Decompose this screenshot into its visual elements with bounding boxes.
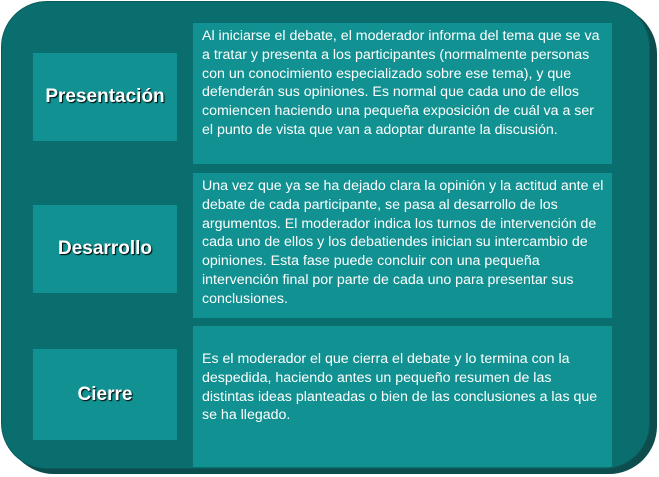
diagram-panel	[1, 1, 650, 469]
stage-label-presentacion: Presentación	[33, 53, 177, 141]
stage-description-cierre	[193, 326, 612, 467]
stage-description-presentacion: Al iniciarse el debate, el moderador informa del tema que se va a tratar y presenta a los participantes (normalmente personas con un conocimiento especializado sobre ese tema), y que defenderán sus opiniones. Es normal que cada uno de ellos comiencen haciendo una pequeña exposición de cuál va a ser el punto de vista que van a adoptar durante la discusión.	[193, 23, 612, 164]
stage-description-desarrollo: Una vez que ya se ha dejado clara la opinión y la actitud ante el debate de cada participante, se pasa al desarrollo de los argumentos. El moderador indica los turnos de intervención de cada uno de ellos y los debatiendes inician su intercambio de opiniones. Esta fase puede concluir con una pequeña intervención final por parte de cada uno para presentar sus conclusiones.	[193, 173, 612, 318]
stage-description-cierre-text: Es el moderador el que cierra el debate y lo termina con la despedida, haciendo antes un pequeño resumen de las distintas ideas planteadas o bien de las conclusiones a las que se ha llegado.	[202, 350, 598, 424]
stage-label-cierre: Cierre	[33, 349, 177, 440]
stage-label-desarrollo: Desarrollo	[33, 205, 177, 293]
